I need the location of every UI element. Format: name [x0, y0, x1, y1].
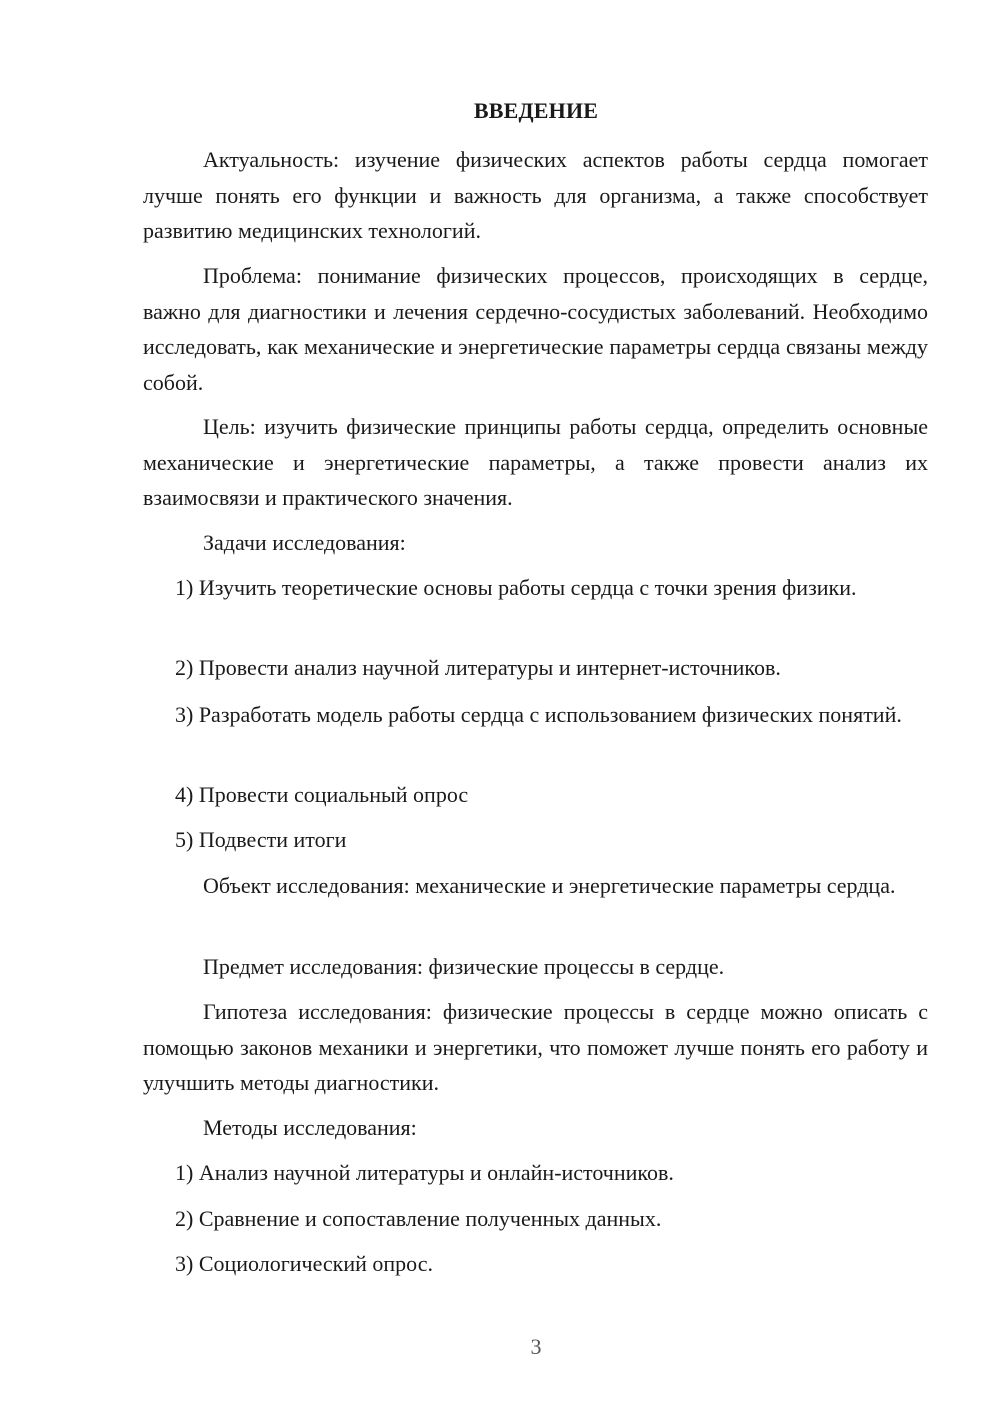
method-item-1: 1) Анализ научной литературы и онлайн-источников. — [175, 1160, 674, 1185]
task-item-2: 2) Провести анализ научной литературы и интернет-источников. — [175, 655, 781, 680]
paragraph-object: Объект исследования: механические и энергетические параметры сердца. — [203, 873, 896, 898]
methods-heading: Методы исследования: — [203, 1115, 417, 1140]
page-title: ВВЕДЕНИЕ — [473, 98, 599, 123]
tasks-heading: Задачи исследования: — [203, 530, 406, 555]
method-item-2: 2) Сравнение и сопоставление полученных данных. — [175, 1206, 662, 1231]
paragraph-subject: Предмет исследования: физические процессы в сердце. — [203, 954, 725, 979]
task-item-5: 5) Подвести итоги — [175, 827, 347, 852]
task-item-4: 4) Провести социальный опрос — [175, 782, 469, 807]
paragraph-hypothesis: Гипотеза исследования: физические процессы в сердце можно описать с помощью законов механики и энергетики, что поможет лучше понять его работу и улучшить методы диагностики. — [143, 999, 928, 1095]
paragraph-problem: Проблема: понимание физических процессов, происходящих в сердце, важно для диагностики и лечения сердечно-сосудистых заболеваний. Необходимо исследовать, как механические и энергетические параметры сердца связаны между собой. — [143, 263, 928, 395]
paragraph-goal: Цель: изучить физические принципы работы сердца, определить основные механические и энергетические параметры, а также провести анализ их взаимосвязи и практического значения. — [143, 414, 928, 510]
task-item-1: 1) Изучить теоретические основы работы сердца с точки зрения физики. — [175, 575, 857, 600]
task-item-3: 3) Разработать модель работы сердца с использованием физических понятий. — [175, 702, 902, 727]
page-number: 3 — [530, 1334, 542, 1359]
method-item-3: 3) Социологический опрос. — [175, 1251, 433, 1276]
paragraph-relevance: Актуальность: изучение физических аспектов работы сердца помогает лучше понять его функции и важность для организма, а также способствует развитию медицинских технологий. — [143, 147, 928, 243]
